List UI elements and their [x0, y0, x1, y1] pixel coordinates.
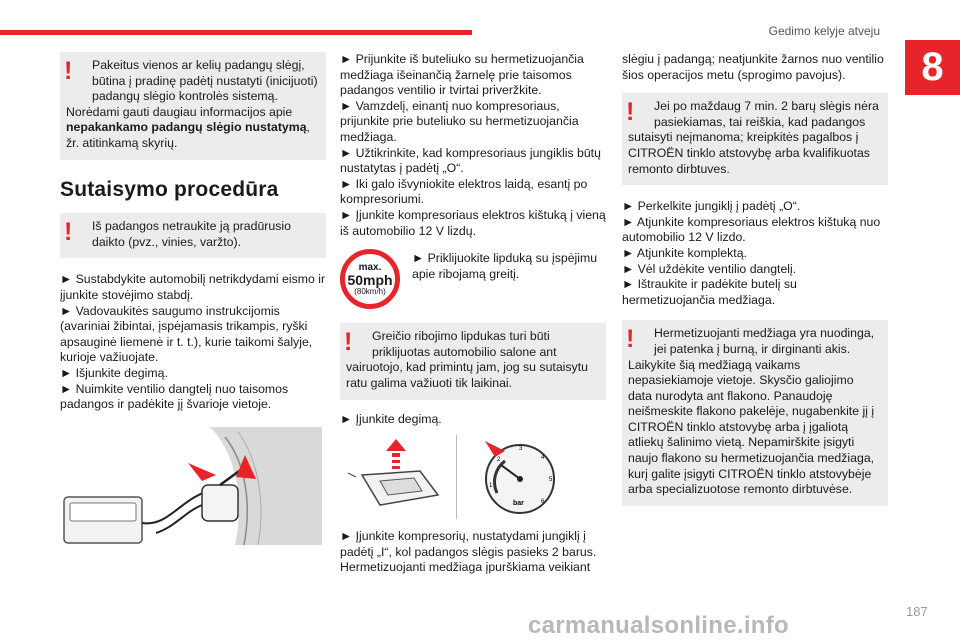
warning-exclamation-icon: ! — [344, 328, 353, 357]
warning-exclamation-icon: ! — [64, 218, 73, 247]
list-item: ► Ištraukite ir padėkite butelį su hermetizuojančia medžiaga. — [622, 277, 797, 307]
warning-box — [622, 93, 888, 185]
warning-exclamation-icon: ! — [64, 57, 73, 85]
speed-sticker-row — [340, 249, 606, 309]
warning-exclamation-icon: ! — [626, 325, 635, 354]
list-item: ► Atjunkite kompresoriaus elektros kištuką nuo automobilio 12 V lizdo. — [622, 214, 881, 245]
speed-limit-sticker — [340, 249, 400, 309]
switch-icon — [340, 435, 450, 519]
warning-text: Hermetizuojanti medžiaga yra nuodinga, jei patenka į burną, ir dirginanti akis. — [654, 326, 875, 356]
compressor-instruction: ► Įjunkite kompresorių, nustatydami jungiklį į padėtį „I“, kol padangos slėgis pasieks 2 barus. Hermetizuojanti medžiaga įpurškiama veikiant — [340, 529, 597, 575]
warning-text: Pakeitus vienos ar kelių padangų slėgį, būtina į pradinę padėtį nustatyti (inicijuoti) padangų slėgio kontrolės sistemą. — [92, 58, 318, 104]
gauge-tick: 5 — [549, 477, 553, 484]
instruction-list — [60, 272, 326, 412]
warning-exclamation-icon: ! — [626, 98, 635, 127]
list-item: ► Sustabdykite automobilį netrikdydami eismo ir įjunkite stovėjimo stabdį. — [60, 272, 326, 302]
column-2 — [340, 52, 606, 576]
warning-box-2 — [60, 213, 326, 258]
column-3 — [622, 52, 888, 506]
sticker-speed: 50mph — [347, 271, 393, 288]
header-accent-bar — [0, 30, 472, 35]
gauge-tick: 6 — [541, 499, 545, 506]
list-item: ► Atjunkite komplektą. — [622, 245, 747, 260]
intro-text: slėgiu į padangą; neatjunkite žarnos nuo ventilio šios operacijos metu (sprogimo pavojus). — [622, 52, 884, 82]
sticker-kmh: (80km/h) — [354, 286, 386, 296]
chapter-number: 8 — [905, 40, 960, 95]
gauge-tick: 3 — [519, 446, 523, 453]
warning-text-2: sutaisyti neįmanoma; kreipkitės pagalbos į CITROËN tinklo atstovybę arba kvalifikuotas remonto dirbtuves. — [628, 130, 870, 176]
gauge-tick: 2 — [497, 457, 501, 464]
list-item: ► Užtikrinkite, kad kompresoriaus jungiklis būtų nustatytas į padėtį „O“. — [340, 145, 601, 176]
list-item: ► Išjunkite degimą. — [60, 365, 168, 380]
warning-line: Norėdami gauti daugiau informacijos apie — [66, 104, 293, 119]
warning-text: Jei po maždaug 7 min. 2 barų slėgis nėra pasiekiamas, tai reiškia, kad padangos — [654, 99, 879, 129]
warning-box — [340, 323, 606, 399]
list-item: ► Įjunkite kompresoriaus elektros kištuką į vieną iš automobilio 12 V lizdų. — [340, 207, 606, 238]
gauge-unit: bar — [513, 500, 524, 508]
page-number: 187 — [906, 604, 928, 619]
watermark: carmanualsonline.info — [528, 612, 790, 639]
warning-text: Iš padangos netraukite ją pradūrusio daikto (pvz., vinies, varžto). — [92, 219, 291, 249]
warning-text-2: Norėdami gauti daugiau informacijos apie nepakankamo padangų slėgio nustatymą, žr. atitinkamą skyrių. — [66, 104, 310, 150]
list-item: ► Perkelkite jungiklį į padėtį „O“. — [622, 199, 801, 214]
gauge-tick: 1 — [489, 483, 493, 490]
section-title: Gedimo kelyje atveju — [768, 24, 880, 38]
compressor-illustration — [60, 427, 322, 547]
instruction-list — [340, 52, 606, 239]
list-item: ► Vadovaukitės saugumo instrukcijomis (avariniai žibintai, įspėjamasis trikampis, ryški apsauginė liemenė ir t. t.), kurie taikomi šalyje, kurioje važiuojate. — [60, 303, 313, 365]
section-heading: Sutaisymo procedūra — [60, 177, 279, 201]
list-item: ► Vamzdelį, einantį nuo kompresoriaus, prijunkite prie buteliuko su hermetizuojančia medžiaga. — [340, 98, 579, 144]
figure-row — [340, 435, 606, 519]
figure-divider — [456, 435, 457, 519]
ignition-instruction: ► Įjunkite degimą. — [340, 411, 442, 426]
warning-box-2 — [622, 320, 888, 506]
sticker-line: max. — [358, 261, 382, 273]
instruction-list — [622, 199, 888, 308]
list-item: ► Vėl uždėkite ventilio dangtelį. — [622, 261, 797, 276]
warning-box — [60, 52, 326, 160]
pressure-gauge-icon — [475, 435, 565, 519]
warning-text-2: vairuotojo, kad primintų jam, jog su sutaisytu ratu galima važiuoti tik laikinai. — [346, 360, 588, 390]
warning-line-3: žr. atitinkamą skyrių. — [66, 135, 178, 150]
warning-bold: nepakankamo padangų slėgio nustatymą — [66, 120, 307, 135]
list-item: ► Iki galo išvyniokite elektros laidą, esantį po kompresoriumi. — [340, 176, 588, 207]
list-item: ► Nuimkite ventilio dangtelį nuo taisomos padangos ir padėkite jį švarioje vietoje. — [60, 381, 289, 412]
sticker-instruction: ► Priklijuokite lipduką su įspėjimu apie ribojamą greitį. — [412, 251, 598, 281]
warning-text-2: Laikykite šią medžiagą vaikams nepasiekiamoje vietoje. Skysčio galiojimo data nurodyta ant flakono. Panaudoję neišmeskite flakono pakelėje, nugabenkite jį į CITROËN tinklo atstovybę arba į įgaliotą atliekų šalinimo vietą. Nepamirškite įsigyti naujo flakono su hermetizuojančia medžiaga, kurį galite įsigyti CITROËN tinklo atstovybėje arba specializuotose remonto dirbtuvėse. — [628, 357, 875, 497]
gauge-tick: 4 — [541, 455, 545, 462]
column-1 — [60, 52, 326, 551]
warning-text: Greičio ribojimo lipdukas turi būti priklijuotas automobilio salone ant — [372, 329, 557, 359]
list-item: ► Prijunkite iš buteliuko su hermetizuojančia medžiaga išeinančią žarnelę prie taisomos padangos ventilio ir tvirtai priveržkite. — [340, 52, 584, 98]
